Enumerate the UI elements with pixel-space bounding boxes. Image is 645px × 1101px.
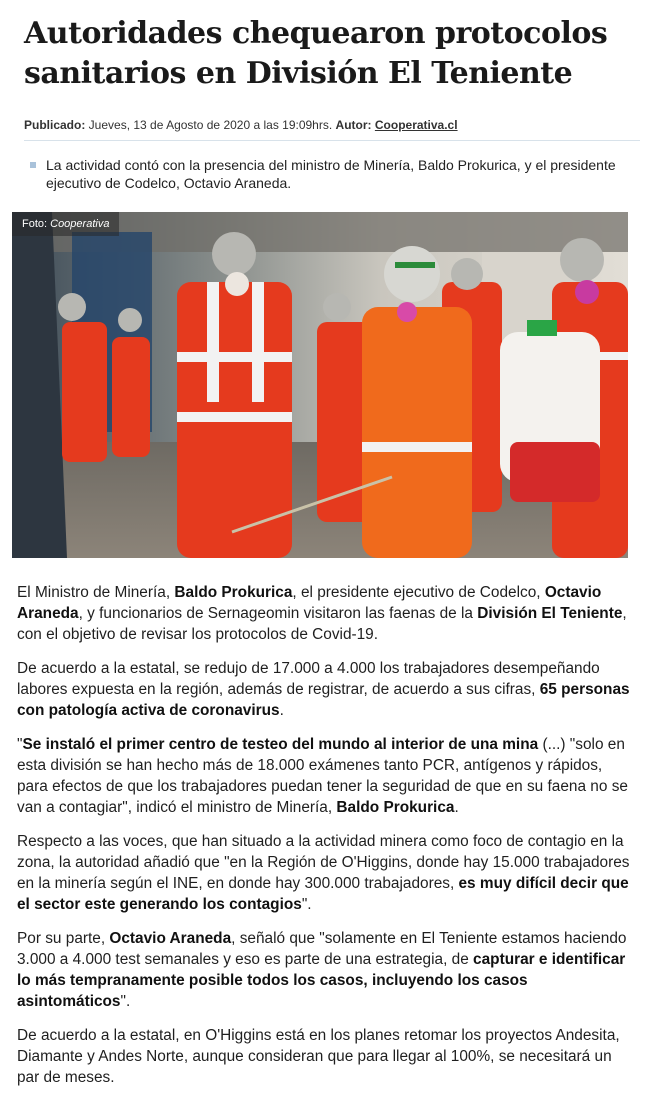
author-label: Autor: [335,118,372,132]
article-byline [24,118,624,132]
bold-text: Octavio Araneda [109,930,232,947]
paragraph-text: , y funcionarios de Sernageomin visitaron las faenas de la [78,605,478,622]
paragraph-text: Respecto a las voces, que han situado a la actividad minera como foco de contagio en la zona, la autoridad añadió que "en la Región de O'Higgins, donde hay 15.000 trabajadores en la minería según el INE, en donde hay 300.000 trabajadores, [17,833,630,892]
paragraph-text: . [279,702,284,719]
photo-credit-label: Foto: [22,218,51,230]
published-label: Publicado: [24,118,86,132]
paragraph-text: Por su parte, [17,930,110,947]
article-paragraph [17,734,631,818]
article-paragraph [17,831,631,915]
summary-bullet-icon [30,162,36,168]
paragraph-text: El Ministro de Minería, [17,584,175,601]
bold-text: Baldo Prokurica [336,799,455,816]
article-photo[interactable] [12,212,628,558]
summary-text: La actividad contó con la presencia del ministro de Minería, Baldo Prokurica, y el presidente ejecutivo de Codelco, Octavio Araneda. [46,157,616,191]
paragraph-text: De acuerdo a la estatal, en O'Higgins está en los planes retomar los proyectos Andesita, Diamante y Andes Norte, aunque consideran que para llegar al 100%, se necesitará un par de meses. [17,1027,620,1086]
article-paragraph [17,1025,631,1088]
paragraph-text: , con el objetivo de revisar los protocolos de Covid-19. [17,605,627,643]
article-paragraph [17,928,631,1012]
bold-text: capturar e identificar lo más tempranamente posible todos los casos, incluyendo los casos asintomáticos [17,951,626,1010]
bold-text: División El Teniente [477,605,623,622]
photo-credit-source: Cooperativa [50,218,110,230]
paragraph-text: . [454,799,459,816]
article-body [17,582,631,1101]
author-link[interactable]: Cooperativa.cl [374,118,458,132]
paragraph-text: De acuerdo a la estatal, se redujo de 17.000 a 4.000 los trabajadores desempeñando labores expuesta en la región, además de registrar, de acuerdo a sus cifras, [17,660,600,698]
article-headline: Autoridades chequearon protocolos sanitarios en División El Teniente [24,16,608,91]
miners-photo-illustration [12,212,628,558]
article-paragraph [17,582,631,645]
paragraph-text: , el presidente ejecutivo de Codelco, [292,584,545,601]
paragraph-text: ". [301,896,312,913]
paragraph-text: ". [120,993,131,1010]
paragraph-text: , señaló que "solamente en El Teniente estamos haciendo 3.000 a 4.000 test semanales y eso es parte de una estrategia, de [17,930,627,968]
bold-text: 65 personas con patología activa de coronavirus [17,681,630,719]
published-date: Jueves, 13 de Agosto de 2020 a las 19:09hrs. [85,118,336,132]
bold-text: Baldo Prokurica [174,584,293,601]
article-paragraph [17,658,631,721]
photo-credit [12,212,119,236]
paragraph-text: (...) "solo en esta división se han hecho más de 18.000 exámenes tanto PCR, antígenos y rápidos, para efectos de que los trabajadores puedan tener la seguridad de que en su faena no se van a contagiar", indicó el ministro de Minería, [17,736,628,816]
byline-divider [24,140,640,141]
bold-text: es muy difícil decir que el sector este generando los contagios [17,875,629,913]
bold-text: Se instaló el primer centro de testeo del mundo al interior de una mina [22,736,539,753]
bold-text: Octavio Araneda [17,584,602,622]
paragraph-text: " [17,736,23,753]
article-summary [30,156,630,192]
